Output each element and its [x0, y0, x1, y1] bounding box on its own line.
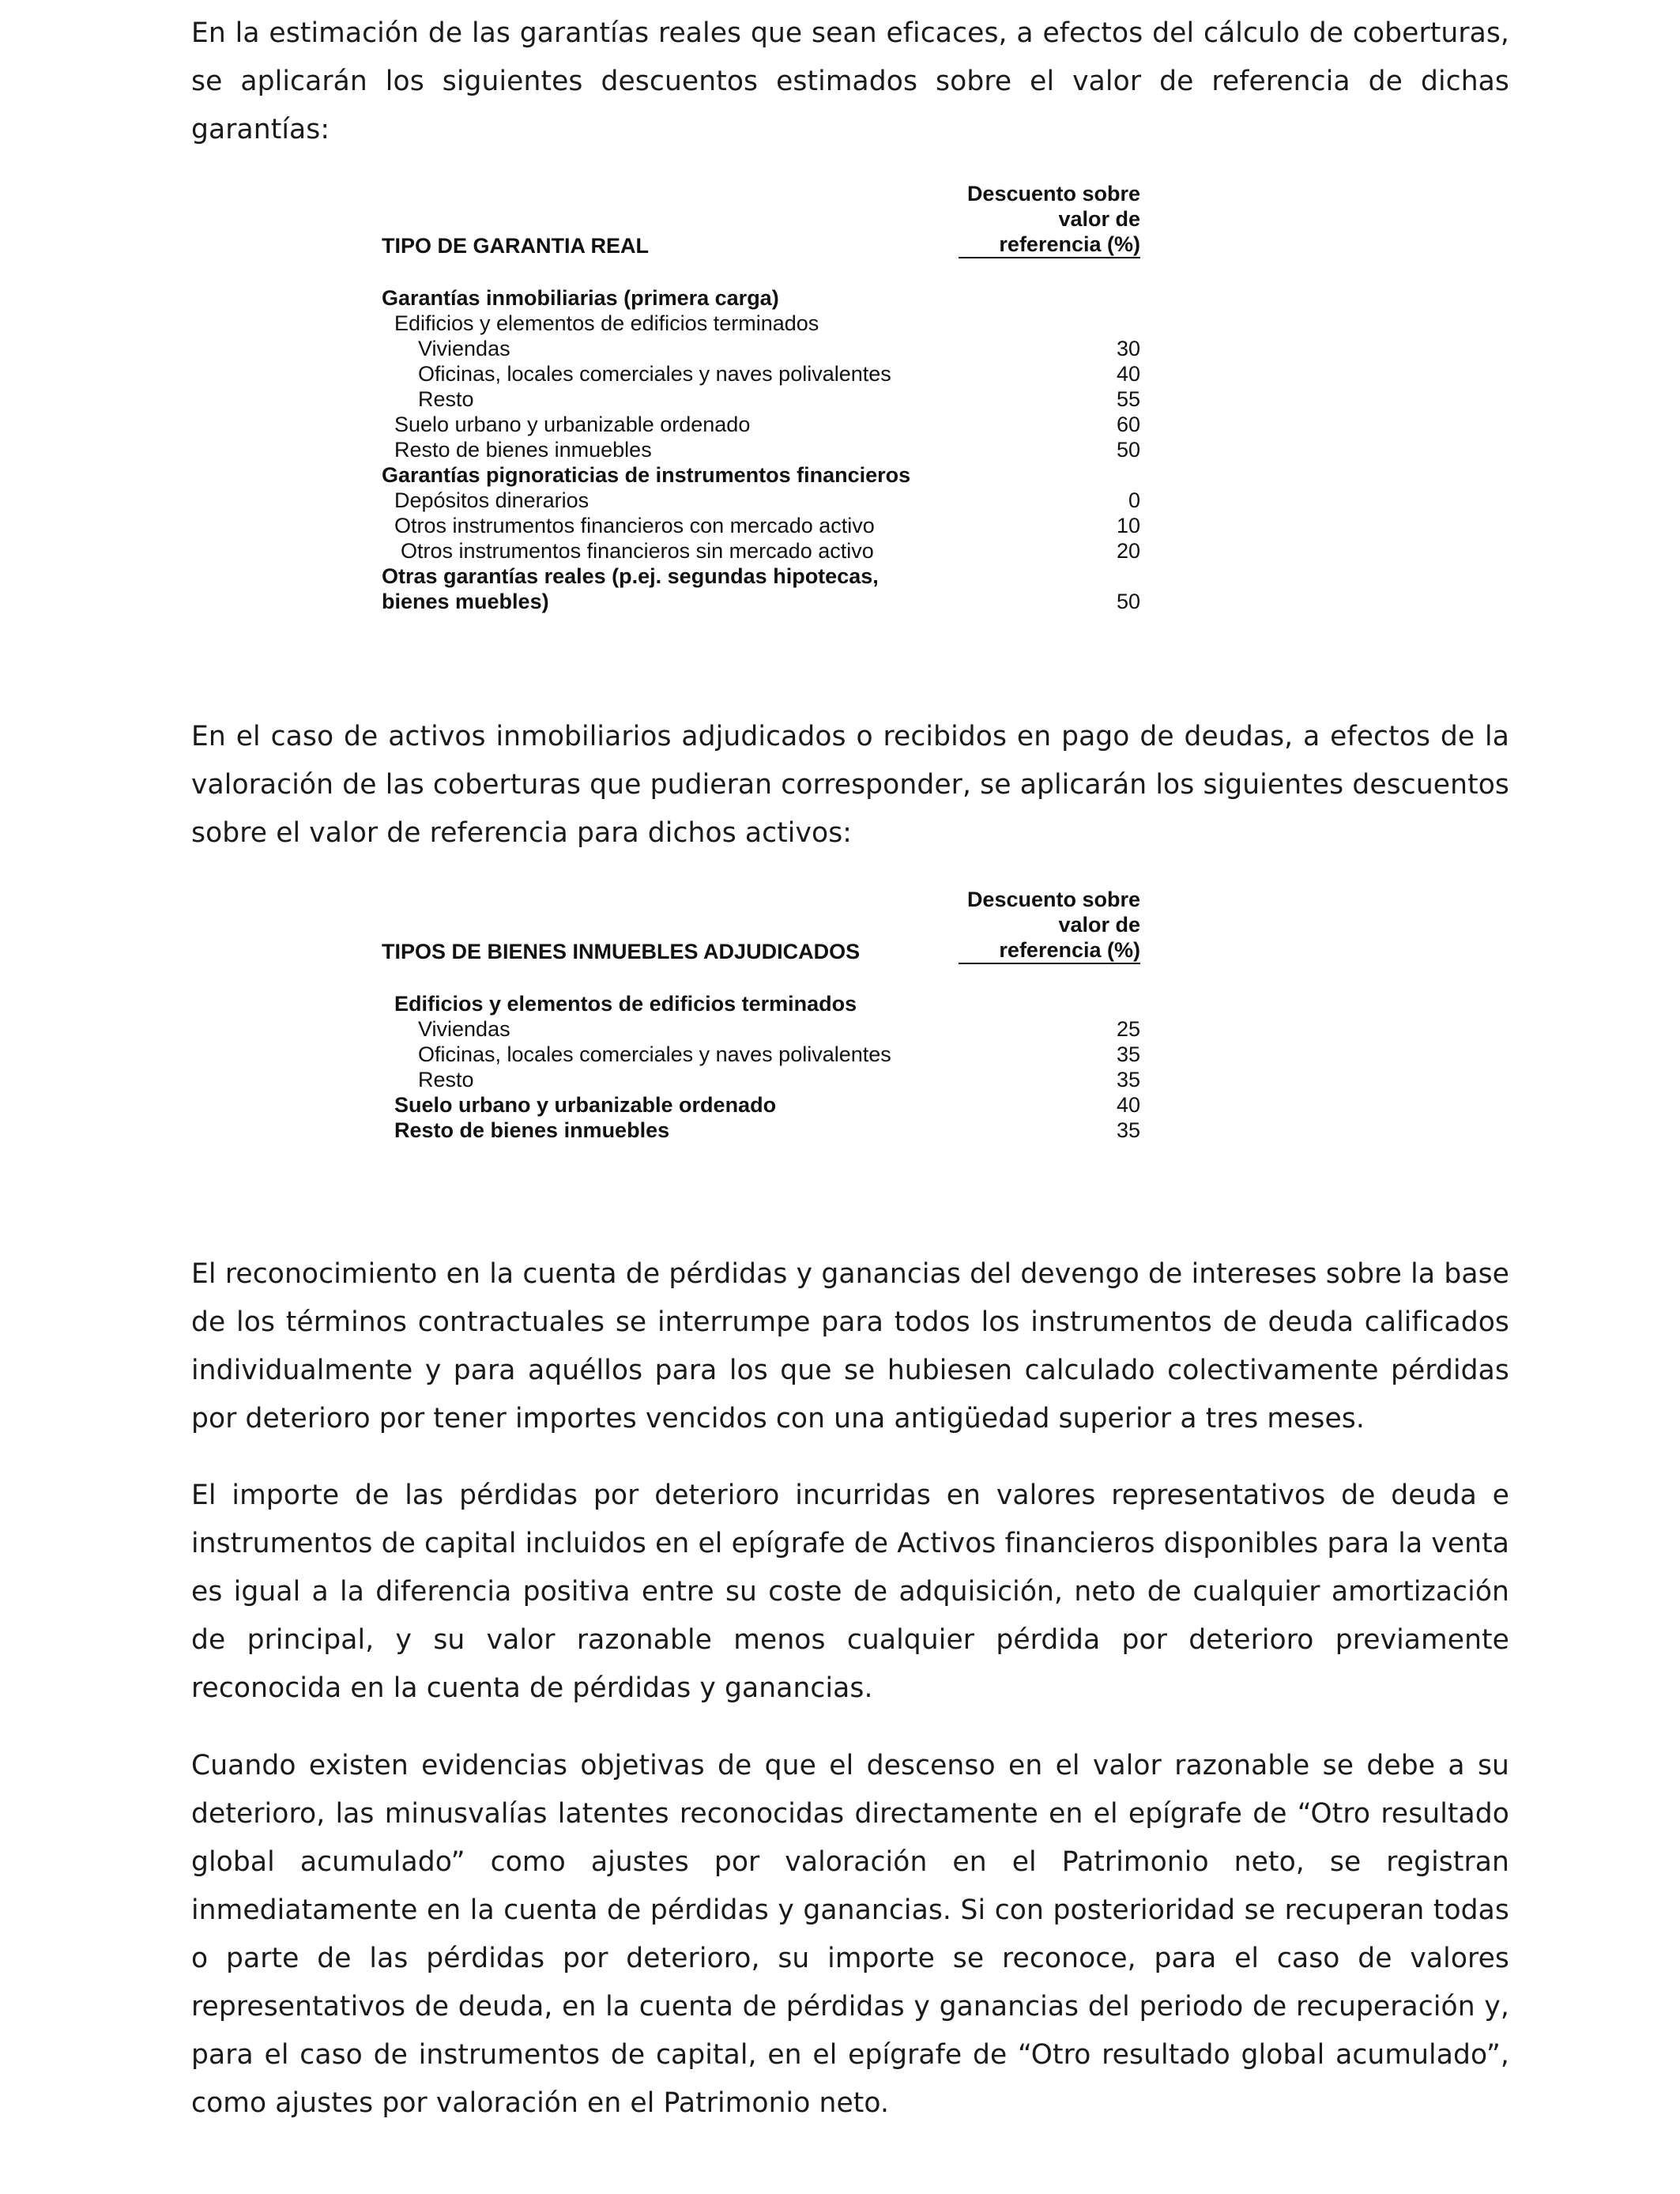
- row-value: 25: [1116, 1017, 1140, 1041]
- row-label: Oficinas, locales comerciales y naves polivalentes: [418, 362, 891, 386]
- table-row: [382, 336, 1140, 361]
- table-row: [382, 386, 1140, 412]
- row-label: Edificios y elementos de edificios terminados: [394, 311, 819, 335]
- row-value: 30: [1116, 337, 1140, 360]
- table-row: [382, 1067, 1140, 1092]
- row-value: 20: [1116, 539, 1140, 563]
- column-discount: [959, 181, 1140, 258]
- row-label: Depósitos dinerarios: [394, 488, 590, 512]
- column-discount-line: Descuento sobre: [966, 888, 1140, 911]
- paragraph-fair-value-decline: Cuando existen evidencias objetivas de que el descenso en el valor razonable se debe a su deterioro, las minusvalías latentes reconocidas directamente en el epígrafe de “Otro resultado global acumulado” como ajustes por valoración en el Patrimonio neto, se registran inmediatamente en la cuenta de pérdidas y ganancias. Si con posterioridad se recuperan todas o parte de las pérdidas por deterioro, su importe se reconoce, para el caso de valores representativos de deuda, en la cuenta de pérdidas y ganancias del periodo de recuperación y, para el caso de instrumentos de capital, en el epígrafe de “Otro resultado global acumulado”, como ajustes por valoración en el Patrimonio neto.: [191, 1750, 1509, 2119]
- row-value: 60: [1116, 413, 1140, 436]
- table-foreclosed-discounts: [382, 888, 1140, 1143]
- row-label: Garantías pignoraticias de instrumentos financieros: [382, 463, 911, 487]
- row-label: Resto: [418, 1068, 474, 1091]
- row-value: 50: [1116, 438, 1140, 462]
- table-row: [382, 538, 1140, 564]
- table-row: [382, 1042, 1140, 1067]
- row-label: Otros instrumentos financieros sin mercado activo: [401, 539, 874, 563]
- table-row: [382, 462, 1140, 488]
- table-row: [382, 311, 1140, 336]
- table-row: [382, 1092, 1140, 1118]
- table-row: [382, 1016, 1140, 1042]
- row-value: 55: [1116, 387, 1140, 411]
- table-row: [382, 488, 1140, 513]
- row-label: Oficinas, locales comerciales y naves polivalentes: [418, 1042, 891, 1066]
- row-label: Viviendas: [418, 337, 510, 360]
- row-value: 0: [1128, 488, 1140, 512]
- paragraph-guarantees-intro: En la estimación de las garantías reales que sean eficaces, a efectos del cálculo de coberturas, se aplicarán los siguientes descuentos estimados sobre el valor de referencia de dichas garantías:: [191, 17, 1509, 145]
- row-label: Otras garantías reales (p.ej. segundas hipotecas,: [382, 564, 879, 588]
- row-label: Otros instrumentos financieros con mercado activo: [394, 514, 875, 537]
- row-label: Suelo urbano y urbanizable ordenado: [394, 1093, 777, 1117]
- column-title: TIPO DE GARANTIA REAL: [382, 234, 650, 258]
- row-label: bienes muebles): [382, 590, 549, 613]
- row-label: Suelo urbano y urbanizable ordenado: [394, 413, 751, 436]
- row-value: 35: [1116, 1042, 1140, 1066]
- table-header: [382, 183, 1140, 258]
- row-value: 50: [1116, 590, 1140, 613]
- paragraph-interest-accrual: El reconocimiento en la cuenta de pérdidas y ganancias del devengo de intereses sobre la base de los términos contractuales se interrumpe para todos los instrumentos de deuda calificados individualmente y para aquéllos para los que se hubiesen calculado colectivamente pérdidas por deterioro por tener importes vencidos con una antigüedad superior a tres meses.: [191, 1258, 1509, 1434]
- row-label: Edificios y elementos de edificios terminados: [394, 992, 857, 1016]
- column-discount-line: Descuento sobre: [966, 182, 1140, 205]
- column-title: TIPOS DE BIENES INMUEBLES ADJUDICADOS: [382, 940, 861, 963]
- row-value: 35: [1116, 1068, 1140, 1091]
- table-row: [382, 412, 1140, 437]
- table-guarantee-discounts: [382, 183, 1140, 614]
- paragraph-foreclosed-assets-intro: En el caso de activos inmobiliarios adjudicados o recibidos en pago de deudas, a efectos de la valoración de las coberturas que pudieran corresponder, se aplicarán los siguientes descuentos sobre el valor de referencia para dichos activos:: [191, 721, 1509, 849]
- column-discount-line: referencia (%): [999, 938, 1140, 962]
- table-row: [382, 991, 1140, 1016]
- table-header: [382, 888, 1140, 964]
- row-value: 40: [1116, 1093, 1140, 1117]
- table-row: [382, 437, 1140, 462]
- paragraph-impairment-losses: El importe de las pérdidas por deterioro incurridas en valores representativos de deuda e instrumentos de capital incluidos en el epígrafe de Activos financieros disponibles para la venta es igual a la diferencia positiva entre su coste de adquisición, neto de cualquier amortización de principal, y su valor razonable menos cualquier pérdida por deterioro previamente reconocida en la cuenta de pérdidas y ganancias.: [191, 1480, 1509, 1704]
- table-body: [382, 285, 1140, 614]
- row-label: Resto de bienes inmuebles: [394, 438, 652, 462]
- row-label: Viviendas: [418, 1017, 510, 1041]
- table-row: [382, 285, 1140, 311]
- column-discount-line: referencia (%): [999, 232, 1140, 256]
- row-label: Garantías inmobiliarias (primera carga): [382, 286, 779, 310]
- column-discount: [959, 887, 1140, 964]
- column-discount-line: valor de: [1058, 913, 1140, 937]
- table-row: [382, 589, 1140, 614]
- row-value: 35: [1116, 1118, 1140, 1142]
- row-value: 40: [1116, 362, 1140, 386]
- column-discount-line: valor de: [1058, 207, 1140, 231]
- table-row: [382, 513, 1140, 538]
- table-row: [382, 564, 1140, 589]
- row-value: 10: [1116, 514, 1140, 537]
- row-label: Resto de bienes inmuebles: [394, 1118, 670, 1142]
- table-body: [382, 991, 1140, 1143]
- row-label: Resto: [418, 387, 474, 411]
- table-row: [382, 1118, 1140, 1143]
- table-row: [382, 361, 1140, 386]
